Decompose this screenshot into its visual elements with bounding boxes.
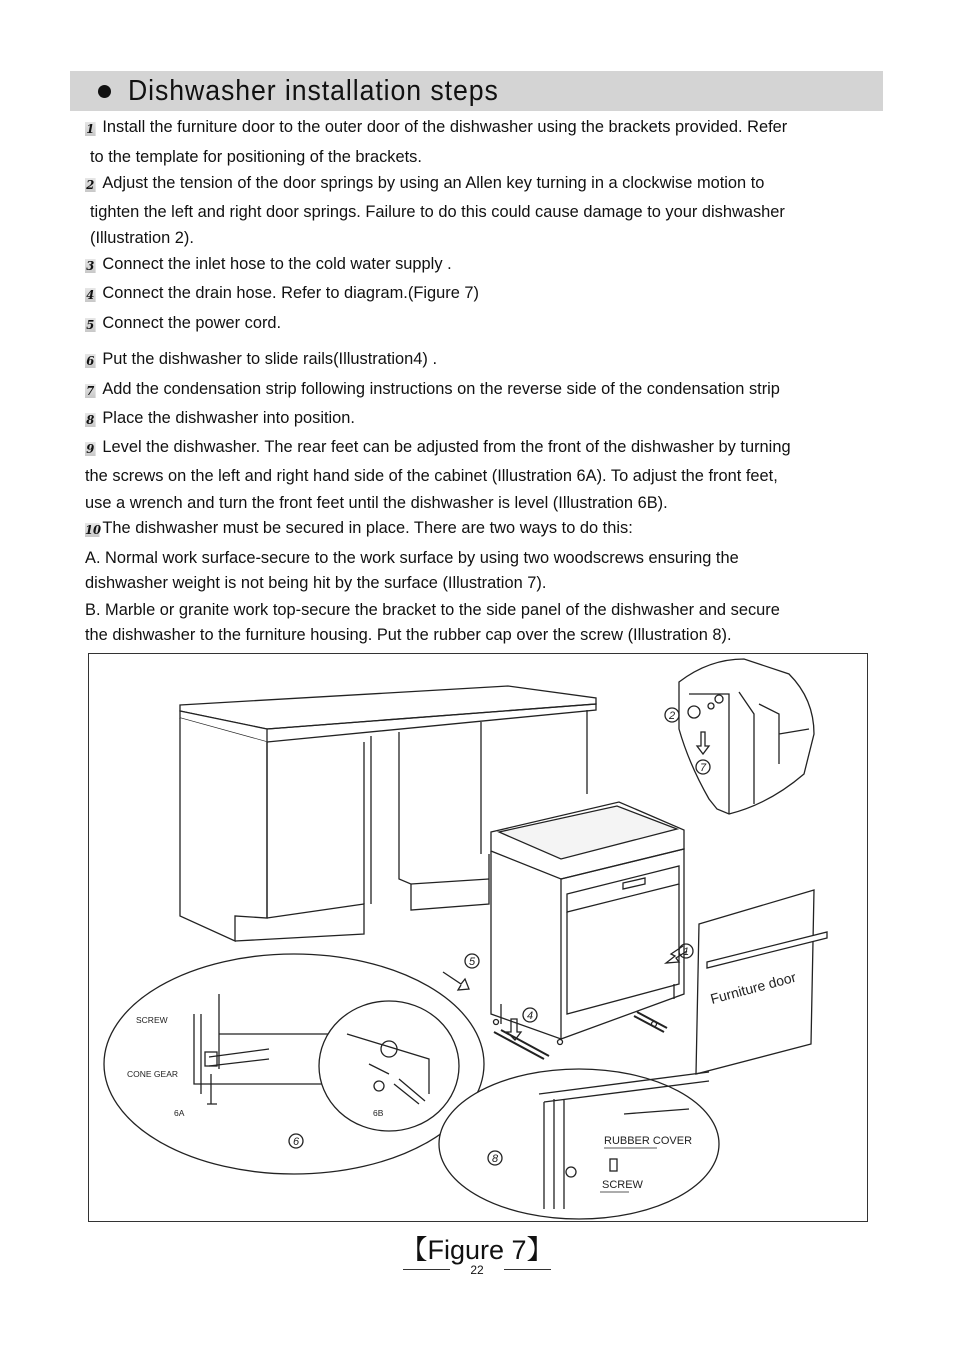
option-b-line-1: B. Marble or granite work top-secure the bracket to the side panel of the dishwasher and secure <box>85 600 780 619</box>
callout-5: 5 <box>468 956 476 968</box>
rubber-cover-label: RUBBER COVER <box>604 1135 693 1147</box>
bullet-icon <box>98 85 111 98</box>
step-number: 6 <box>86 354 95 368</box>
step-4-line-1: 4 Connect the drain hose. Refer to diagram.(Figure 7) <box>86 283 479 302</box>
step-number: 8 <box>86 413 95 427</box>
step-2-line-3: (Illustration 2). <box>90 228 194 247</box>
step-1-line-1: 1 Install the furniture door to the outer door of the dishwasher using the brackets provided. Refer <box>86 117 788 136</box>
screw-8-label: SCREW <box>602 1179 643 1191</box>
detail-illustration-8 <box>439 1069 719 1219</box>
step-3-line-1: 3 Connect the inlet hose to the cold water supply . <box>86 254 452 273</box>
dishwasher <box>491 802 684 1039</box>
step-5-line-1: 5 Connect the power cord. <box>86 313 282 332</box>
step-number: 5 <box>86 318 95 332</box>
callout-4: 4 <box>526 1010 534 1022</box>
figure-caption: 【Figure 7】 <box>400 1235 554 1265</box>
callout-6: 6 <box>292 1136 300 1148</box>
section-title: Dishwasher installation steps <box>128 74 499 107</box>
callout-8: 8 <box>491 1153 499 1165</box>
page-number-rule-right <box>504 1269 551 1270</box>
option-a-line-1: A. Normal work surface-secure to the work surface by using two woodscrews ensuring the <box>85 548 739 567</box>
step-1-line-2: to the template for positioning of the brackets. <box>90 147 422 166</box>
countertop-cabinet <box>180 686 596 941</box>
step-number: 10 <box>85 523 102 537</box>
step-9-line-2: the screws on the left and right hand side of the cabinet (Illustration 6A). To adjust the front feet, <box>85 466 778 485</box>
step-2-line-1: 2 Adjust the tension of the door springs by using an Allen key turning in a clockwise motion to <box>86 173 765 192</box>
step-9-line-3: use a wrench and turn the front feet until the dishwasher is level (Illustration 6B). <box>85 493 668 512</box>
detail-illustration-2 <box>679 659 814 814</box>
callout-1: 1 <box>682 946 690 958</box>
step-10-line-1: 10The dishwasher must be secured in place. There are two ways to do this: <box>85 518 633 537</box>
step-number: 7 <box>86 384 95 398</box>
step-6-line-1: 6 Put the dishwasher to slide rails(Illustration4) . <box>86 349 437 368</box>
screw-label: SCREW <box>136 1015 168 1025</box>
furniture-door-label: Furniture door <box>708 968 798 1007</box>
arrows <box>443 946 690 1040</box>
page-number: 22 <box>470 1263 484 1277</box>
furniture-door-panel <box>696 890 827 1074</box>
label-6b: 6B <box>373 1108 384 1118</box>
label-6a: 6A <box>174 1108 185 1118</box>
step-number: 9 <box>86 442 95 456</box>
step-number: 4 <box>86 288 95 302</box>
section-header <box>70 71 883 111</box>
cone-gear-label: CONE GEAR <box>127 1069 179 1079</box>
step-8-line-1: 8 Place the dishwasher into position. <box>86 408 355 427</box>
step-number: 1 <box>86 122 95 136</box>
option-b-line-2: the dishwasher to the furniture housing. Put the rubber cap over the screw (Illustration 8). <box>85 625 732 644</box>
step-9-line-1: 9 Level the dishwasher. The rear feet can be adjusted from the front of the dishwasher by turning <box>86 437 791 456</box>
step-number: 2 <box>86 178 95 192</box>
step-number: 3 <box>86 259 95 273</box>
figure-7-illustration <box>88 653 868 1222</box>
option-a-line-2: dishwasher weight is not being hit by the surface (Illustration 7). <box>85 573 547 592</box>
step-2-line-2: tighten the left and right door springs. Failure to do this could cause damage to your dishwasher <box>90 202 785 221</box>
step-7-line-1: 7 Add the condensation strip following instructions on the reverse side of the condensation strip <box>86 379 780 398</box>
callout-7: 7 <box>699 762 707 774</box>
callout-2: 2 <box>668 710 676 722</box>
slide-rails <box>494 1012 668 1059</box>
